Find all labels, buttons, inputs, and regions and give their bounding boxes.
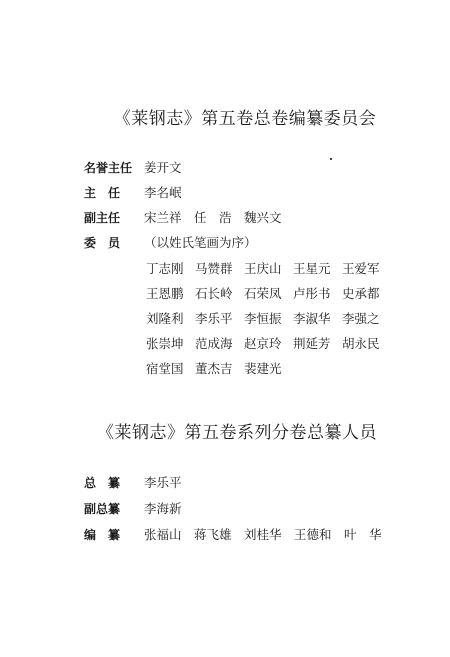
- members-note: （以姓氏笔画为序）: [144, 235, 257, 250]
- member-name: 丁志刚: [146, 261, 184, 276]
- member-name: 王庆山: [244, 261, 282, 276]
- member-name: 王恩鹏: [146, 286, 184, 301]
- member-name: 裴建光: [244, 361, 282, 376]
- member-name: 马赞群: [195, 261, 233, 276]
- member-name: 张崇坤: [146, 336, 184, 351]
- member-name: 荆延芳: [293, 336, 331, 351]
- honorary-director-row: [84, 158, 182, 176]
- ink-speck: [330, 158, 332, 160]
- member-name: 宿堂国: [146, 361, 184, 376]
- deputy-chief-editor-row: [84, 499, 182, 517]
- member-name: 董杰吉: [195, 361, 233, 376]
- member-name: 卢彤书: [293, 286, 331, 301]
- member-name: 范成海: [195, 336, 233, 351]
- member-name: 王爱军: [342, 261, 380, 276]
- member-name: 李强之: [342, 311, 380, 326]
- chief-editor-value: 李乐平: [144, 475, 182, 490]
- chief-editor-row: [84, 473, 182, 491]
- deputy-directors-row: [84, 208, 282, 226]
- member-name: 胡永民: [342, 336, 380, 351]
- committee-title: 《莱钢志》第五卷总卷编纂委员会: [113, 109, 377, 129]
- deputy-directors-label: 副主任: [84, 211, 121, 225]
- staff-title: 《莱钢志》第五卷系列分卷总纂人员: [97, 423, 377, 443]
- member-name: 李恒振: [244, 311, 282, 326]
- members-row: [84, 233, 257, 251]
- deputy-directors-value: 宋兰祥 任 浩 魏兴文: [144, 210, 282, 225]
- deputy-chief-editor-value: 李海新: [144, 501, 182, 516]
- editors-row: [84, 525, 382, 543]
- director-value: 李名岷: [144, 185, 182, 200]
- member-name: 石长岭: [195, 286, 233, 301]
- member-name: 赵京玲: [244, 336, 282, 351]
- deputy-chief-editor-label: 副总纂: [84, 502, 121, 516]
- member-name: 史承都: [342, 286, 380, 301]
- honorary-director-value: 姜开文: [144, 160, 182, 175]
- member-name: 李淑华: [293, 311, 331, 326]
- director-label: 主 任: [84, 186, 121, 200]
- editors-value: 张福山 蒋飞雄 刘桂华 王德和 叶 华: [144, 527, 382, 542]
- director-row: [84, 183, 182, 201]
- member-name: 王星元: [293, 261, 331, 276]
- honorary-director-label: 名誉主任: [84, 161, 133, 175]
- member-name: 李乐平: [195, 311, 233, 326]
- chief-editor-label: 总 纂: [84, 476, 121, 490]
- members-label: 委 员: [84, 236, 121, 250]
- member-name: 刘隆利: [146, 311, 184, 326]
- member-name: 石荣凤: [244, 286, 282, 301]
- editors-label: 编 纂: [84, 528, 121, 542]
